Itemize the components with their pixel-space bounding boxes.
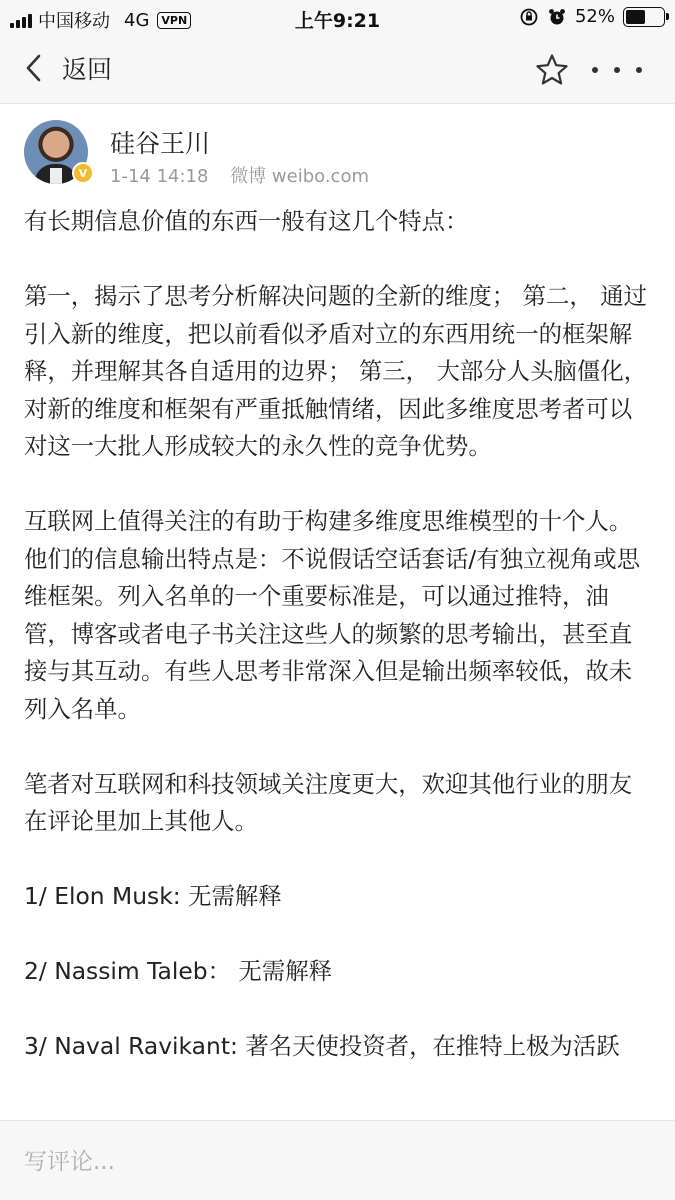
back-label: 返回: [62, 55, 113, 84]
chevron-left-icon: [24, 50, 50, 86]
carrier-name: 中国移动: [38, 11, 110, 32]
more-button[interactable]: [592, 52, 642, 88]
status-right: [519, 6, 665, 27]
author-name[interactable]: 硅谷王川: [110, 129, 211, 158]
battery-fill: [626, 10, 645, 24]
star-icon: [534, 52, 570, 88]
verified-badge-icon: V: [72, 162, 94, 184]
post-meta: [110, 162, 369, 188]
battery-icon: [623, 7, 665, 27]
post-author-header: [24, 118, 664, 198]
post-paragraph: 互联网上值得关注的有助于构建多维度思维模型的十个人。他们的信息输出特点是：不说假话空话套话/有独立视角或思维框架。列入名单的一个重要标准是，可以通过推特，油管，博客或者电子书关注这些人的频繁的思考输出，甚至直接与其互动。有些人思考非常深入但是输出频率较低，故未列入名单。: [24, 507, 641, 723]
back-button[interactable]: [24, 50, 112, 86]
post-source: 微博 weibo.com: [230, 166, 369, 187]
comment-input[interactable]: 写评论...: [24, 1149, 115, 1175]
status-time: 上午9:21: [294, 10, 381, 32]
status-bar: [0, 0, 675, 36]
vpn-badge: VPN: [157, 12, 191, 29]
rotation-lock-icon: [519, 7, 539, 27]
post-paragraph: 3/ Naval Ravikant: 著名天使投资者，在推特上极为活跃: [24, 1032, 620, 1060]
battery-percent: 52%: [574, 6, 615, 27]
more-dots-icon: [592, 67, 598, 73]
post-paragraph: 第一，揭示了思考分析解决问题的全新的维度； 第二， 通过引入新的维度，把以前看似矛盾对立的东西用统一的框架解释，并理解其各自适用的边界； 第三， 大部分人头脑僵化，对新的维度和框架有严重抵触情绪，因此多维度思考者可以对这一大批人形成较大的永久性的竞争优势。: [24, 282, 648, 460]
post-body: [24, 203, 654, 1115]
alarm-clock-icon: [547, 7, 567, 27]
comment-bar: [0, 1120, 675, 1200]
network-type: 4G: [124, 9, 150, 31]
nav-bar: [0, 36, 675, 104]
post-paragraph: 1/ Elon Musk: 无需解释: [24, 882, 282, 910]
favorite-button[interactable]: [534, 52, 570, 88]
post-paragraph: 笔者对互联网和科技领域关注度更大，欢迎其他行业的朋友在评论里加上其他人。: [24, 769, 633, 835]
post-paragraph: 2/ Nassim Taleb： 无需解释: [24, 957, 332, 985]
post-paragraph: 有长期信息价值的东西一般有这几个特点：: [24, 207, 469, 235]
post-timestamp: 1-14 14:18: [110, 166, 209, 187]
